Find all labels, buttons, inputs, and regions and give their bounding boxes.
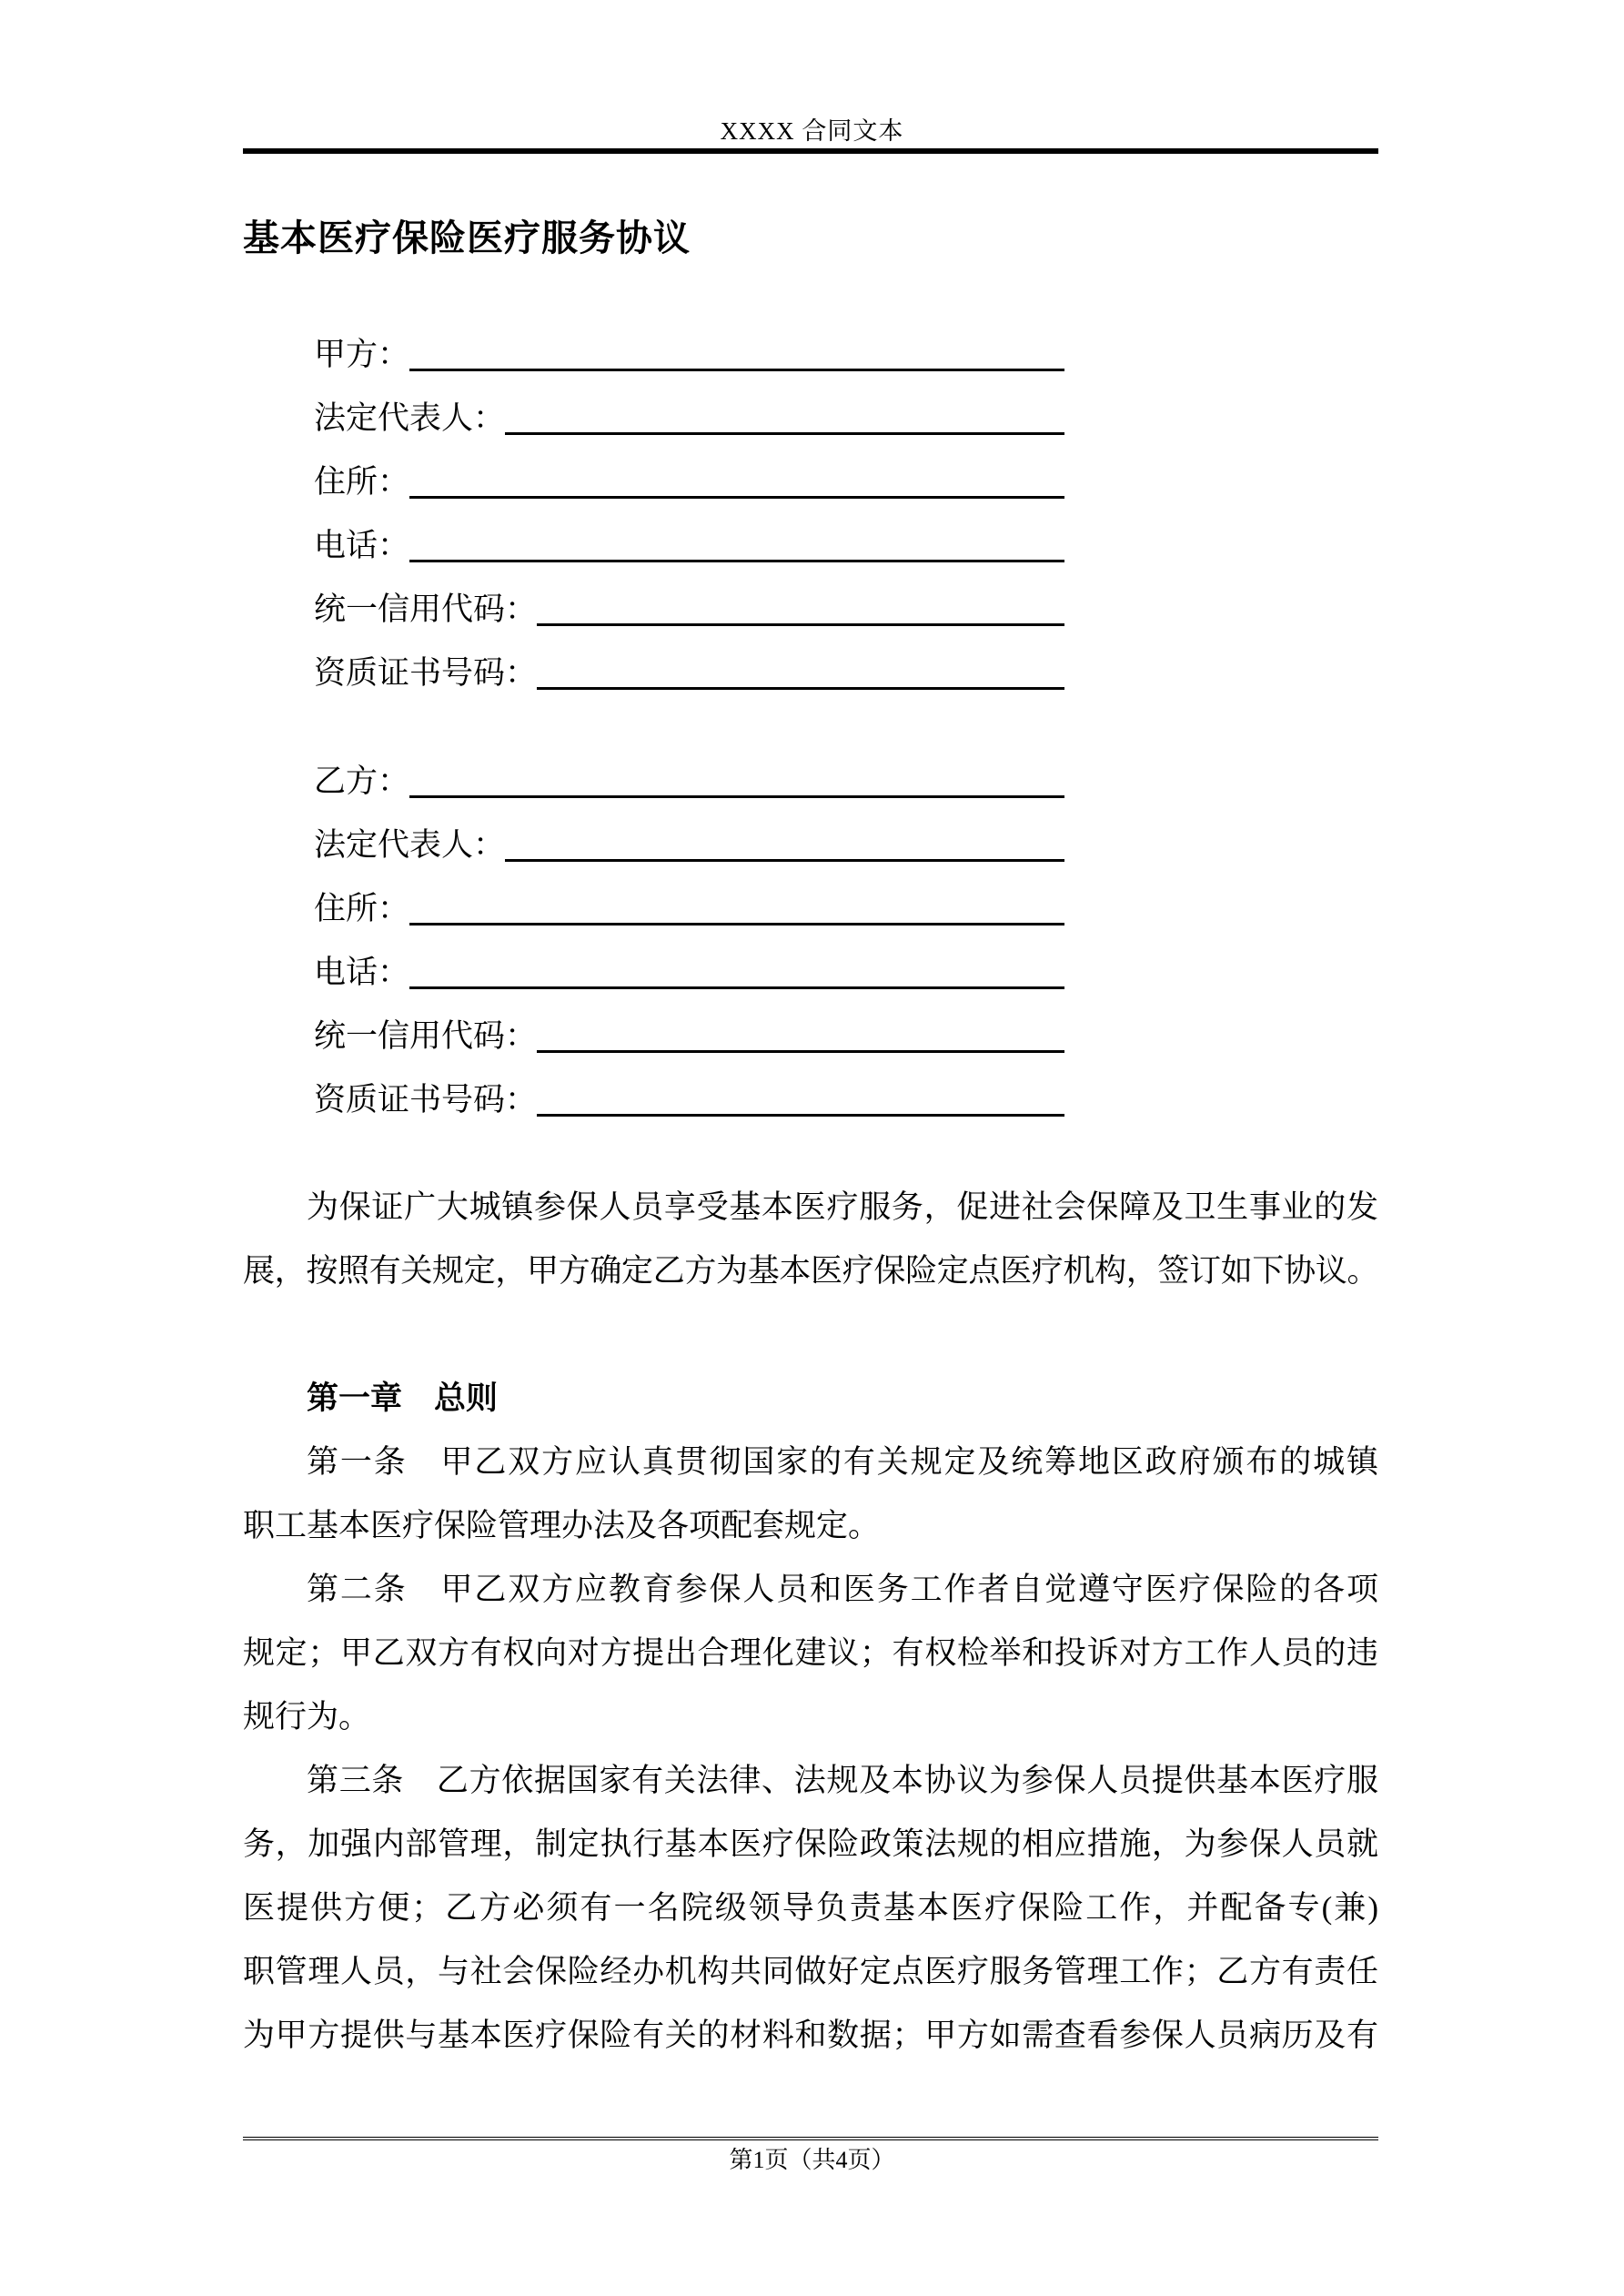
party-a-fields — [314, 316, 1064, 698]
header-text: XXXX 合同文本 — [720, 117, 904, 145]
blank-underline — [537, 687, 1064, 690]
field-label: 统一信用代码： — [314, 1018, 538, 1054]
body-text-line — [243, 1749, 1378, 1813]
field-label: 甲方： — [314, 337, 410, 372]
form-field-row — [314, 997, 1064, 1061]
blank-underline — [409, 795, 1064, 798]
body-text: 第二条 甲乙双方应教育参保人员和医务工作者自觉遵守医疗保险的各项 — [307, 1572, 1378, 1607]
body-text-line — [243, 1940, 1378, 2004]
body-text: 规定；甲乙双方有权向对方提出合理化建议；有权检举和投诉对方工作人员的违 — [243, 1635, 1378, 1671]
blank-underline — [537, 1050, 1064, 1053]
field-label: 资质证书号码： — [314, 655, 538, 691]
field-label: 乙方： — [314, 764, 410, 799]
body-text-line — [243, 1685, 1378, 1749]
body-text: 务，加强内部管理，制定执行基本医疗保险政策法规的相应措施，为参保人员就 — [243, 1826, 1378, 1862]
field-label: 住所： — [314, 891, 410, 926]
field-label: 法定代表人： — [314, 400, 506, 436]
form-field-row — [314, 379, 1064, 443]
body-text: 医提供方便；乙方必须有一名院级领导负责基本医疗保险工作，并配备专(兼) — [243, 1890, 1378, 1926]
footer-rule — [243, 2137, 1378, 2140]
body-text-line — [243, 1176, 1378, 1239]
body-text-line — [243, 1813, 1378, 1876]
body-text: 为保证广大城镇参保人员享受基本医疗服务，促进社会保障及卫生事业的发 — [307, 1189, 1378, 1225]
body-text-line — [243, 1876, 1378, 1940]
body-text-line — [243, 1494, 1378, 1558]
body-text-line — [243, 1367, 1378, 1431]
field-label: 电话： — [314, 955, 410, 990]
blank-underline — [537, 1114, 1064, 1117]
page-number: 第1页（共4页） — [729, 2147, 895, 2173]
form-field-row — [314, 571, 1064, 634]
document-title: 基本医疗保险医疗服务协议 — [243, 217, 691, 258]
blank-underline — [505, 859, 1064, 862]
body-text-line — [243, 1239, 1378, 1303]
blank-underline — [409, 369, 1064, 371]
blank-underline — [409, 560, 1064, 562]
blank-underline — [409, 496, 1064, 499]
body-text: 规行为。 — [243, 1699, 371, 1735]
field-label: 电话： — [314, 528, 410, 563]
body-text: 职工基本医疗保险管理办法及各项配套规定。 — [243, 1508, 881, 1543]
form-field-row — [314, 634, 1064, 698]
body-text: 展，按照有关规定，甲方确定乙方为基本医疗保险定点医疗机构，签订如下协议。 — [243, 1253, 1378, 1289]
blank-underline — [537, 623, 1064, 626]
blank-underline — [409, 986, 1064, 989]
body-text: 第一章 总则 — [307, 1381, 499, 1416]
form-field-row — [314, 806, 1064, 870]
document-body — [243, 1176, 1378, 2068]
blank-underline — [505, 432, 1064, 435]
body-text-line — [243, 1558, 1378, 1622]
body-text-line — [243, 2004, 1378, 2068]
party-b-fields — [314, 743, 1064, 1125]
blank-underline — [409, 923, 1064, 925]
field-label: 统一信用代码： — [314, 592, 538, 627]
field-label: 资质证书号码： — [314, 1082, 538, 1118]
form-field-row — [314, 743, 1064, 806]
form-field-row — [314, 316, 1064, 379]
field-label: 住所： — [314, 464, 410, 500]
body-text: 第三条 乙方依据国家有关法律、法规及本协议为参保人员提供基本医疗服 — [307, 1763, 1378, 1798]
form-field-row — [314, 507, 1064, 571]
form-field-row — [314, 443, 1064, 507]
header-rule — [243, 148, 1378, 154]
body-text: 职管理人员，与社会保险经办机构共同做好定点医疗服务管理工作；乙方有责任 — [243, 1954, 1378, 1989]
field-label: 法定代表人： — [314, 827, 506, 863]
form-field-row — [314, 1061, 1064, 1125]
body-text-line — [243, 1622, 1378, 1685]
body-text-line — [243, 1431, 1378, 1494]
body-text: 为甲方提供与基本医疗保险有关的材料和数据；甲方如需查看参保人员病历及有 — [243, 2018, 1378, 2053]
body-text: 第一条 甲乙双方应认真贯彻国家的有关规定及统筹地区政府颁布的城镇 — [307, 1444, 1378, 1480]
form-field-row — [314, 870, 1064, 934]
form-field-row — [314, 934, 1064, 997]
